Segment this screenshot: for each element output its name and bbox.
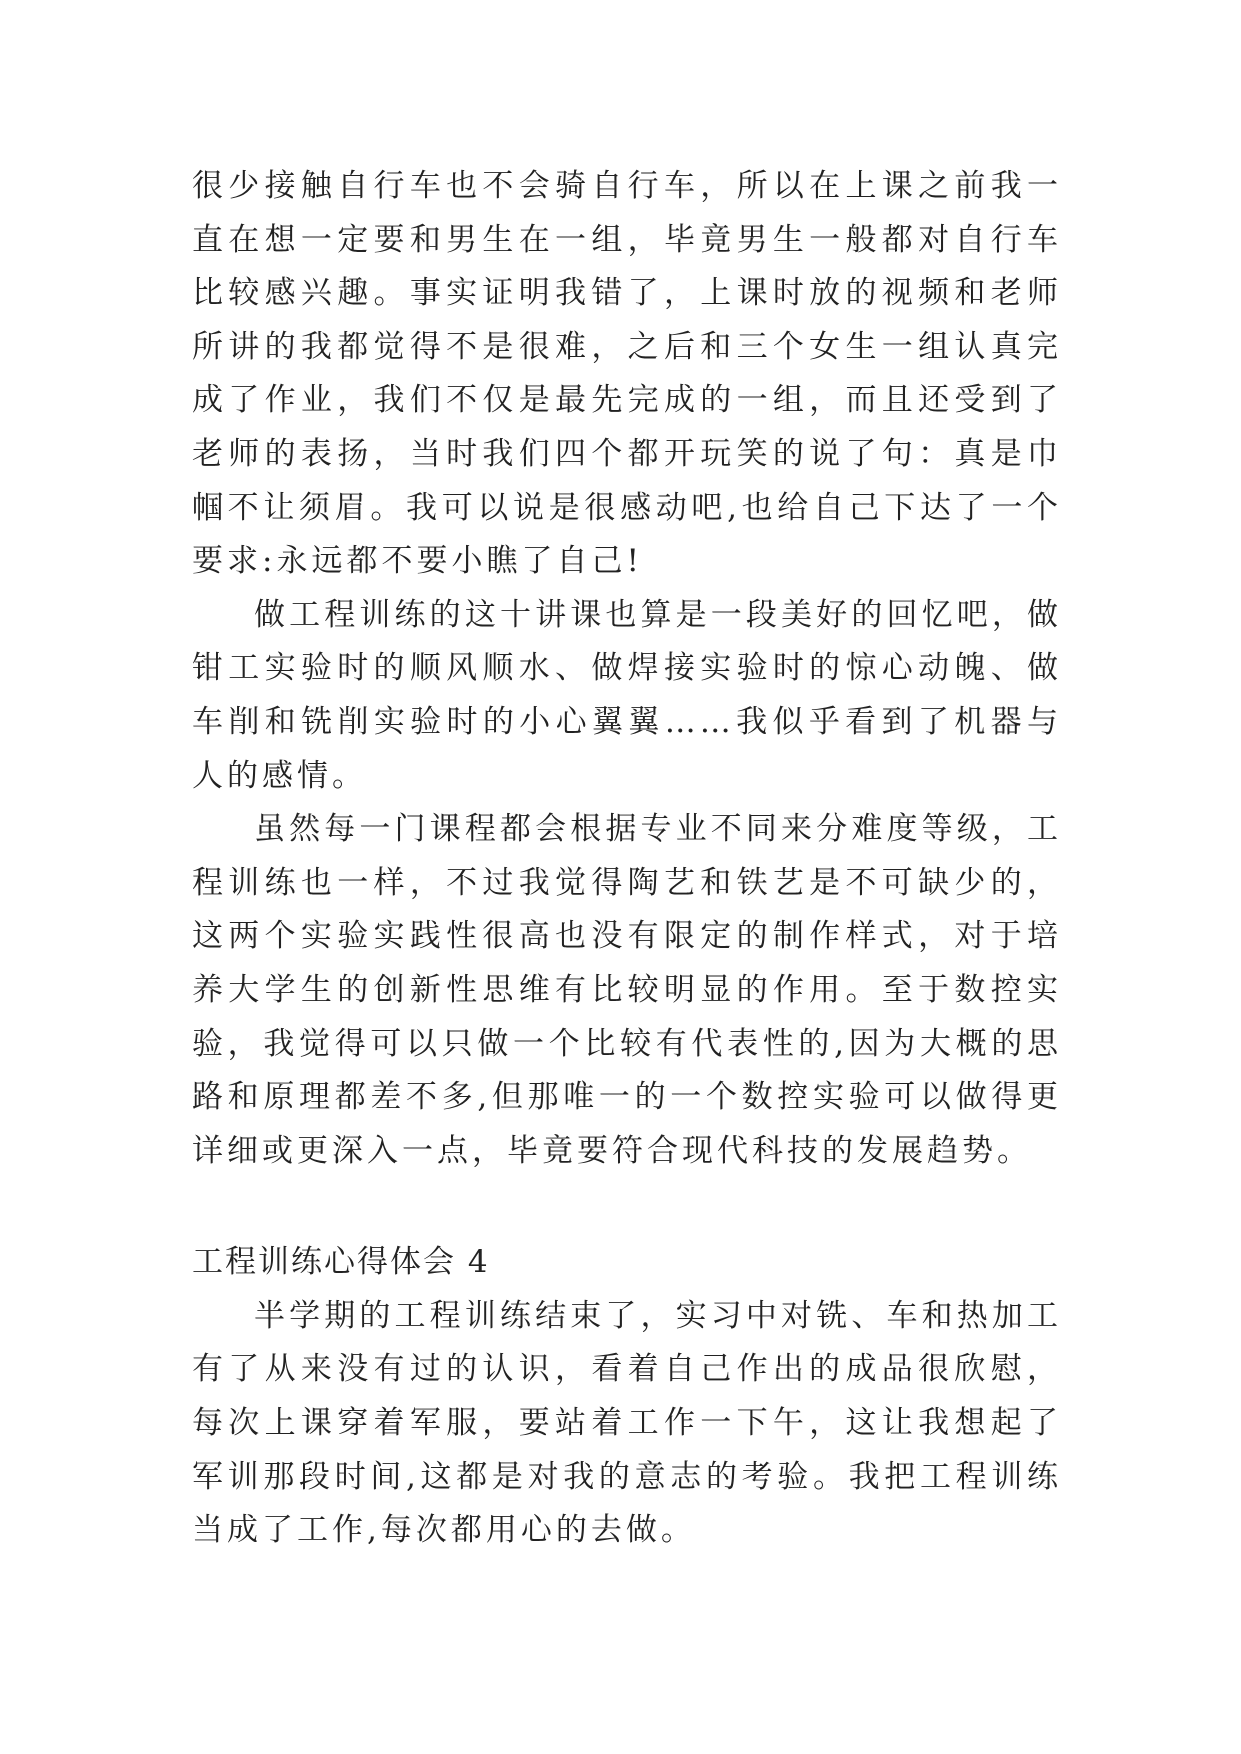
paragraph-suggestions: 虽然每一门课程都会根据专业不同来分难度等级，工程训练也一样，不过我觉得陶艺和铁艺是不可缺少的，这两个实验实践性很高也没有限定的制作样式，对于培养大学生的创新性思维有比较明显的作用。至于数控实验，我觉得可以只做一个比较有代表性的,因为大概的思路和原理都差不多,但那唯一的一个数控实验可以做得更详细或更深入一点，毕竟要符合现代科技的发展趋势。 [192, 811, 1062, 1169]
paragraph-section-4: 半学期的工程训练结束了，实习中对铣、车和热加工有了从来没有过的认识，看着自己作出的成品很欣慰，每次上课穿着军服，要站着工作一下午，这让我想起了军训那段时间,这都是对我的意志的考验。我把工程训练当成了工作,每次都用心的去做。 [192, 1297, 1062, 1549]
paragraph-memories: 做工程训练的这十讲课也算是一段美好的回忆吧，做钳工实验时的顺风顺水、做焊接实验时的惊心动魄、做车削和铣削实验时的小心翼翼……我似乎看到了机器与人的感情。 [192, 596, 1062, 794]
paragraph-continuation: 很少接触自行车也不会骑自行车，所以在上课之前我一直在想一定要和男生在一组，毕竟男生一般都对自行车比较感兴趣。事实证明我错了，上课时放的视频和老师所讲的我都觉得不是很难，之后和三个女生一组认真完成了作业，我们不仅是最先完成的一组，而且还受到了老师的表扬，当时我们四个都开玩笑的说了句：真是巾帼不让须眉。我可以说是很感动吧,也给自己下达了一个要求:永远都不要小瞧了自己! [192, 168, 1062, 580]
section-heading: 工程训练心得体会 4 [192, 1244, 490, 1281]
document-body [192, 160, 1062, 1558]
